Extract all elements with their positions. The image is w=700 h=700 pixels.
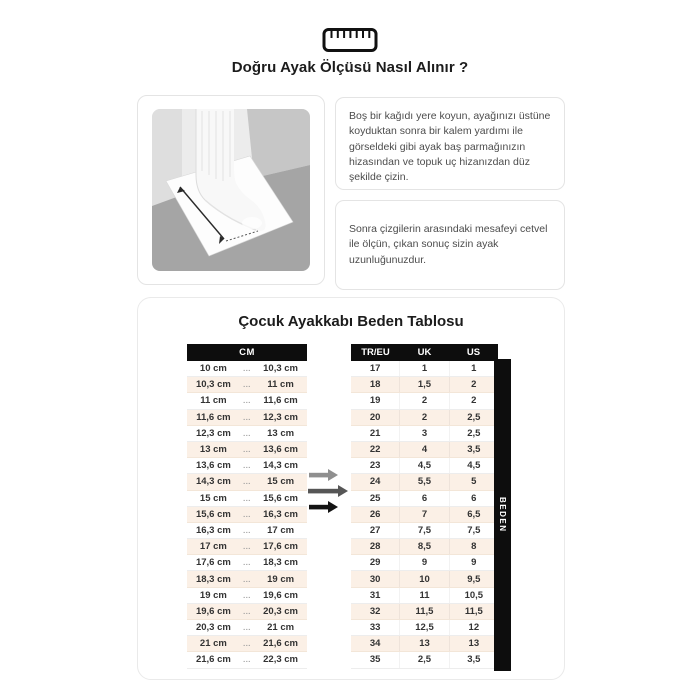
- cm-from-value: 12,3 cm: [195, 427, 231, 439]
- cm-table-row: [187, 555, 307, 571]
- cm-from-value: 16,3 cm: [195, 524, 231, 536]
- cm-table-row: [187, 539, 307, 555]
- cm-from-value: 10,3 cm: [195, 379, 231, 391]
- cm-to-value: 10,3 cm: [263, 363, 299, 375]
- cm-from-value: 10 cm: [199, 363, 227, 375]
- tr-eu-value: 22: [369, 444, 381, 456]
- cm-to-value: 17 cm: [267, 524, 295, 536]
- size-table-row: [351, 410, 498, 426]
- beden-side-bar: [494, 359, 511, 671]
- tr-eu-value: 34: [369, 638, 381, 650]
- uk-value: 2,5: [399, 652, 448, 667]
- cm-from-value: 21 cm: [199, 638, 227, 650]
- size-table-row: [351, 442, 498, 458]
- range-separator: ...: [243, 477, 251, 487]
- instruction-text-1: Boş bir kağıdı yere koyun, ayağınızı üstüne koyduktan sonra bir kalem yardımı ile görseldeki gibi ayak baş parmağınızın hizasından ve topuk uç hizanızdan düz şekilde çizin.: [349, 110, 551, 184]
- cm-from-value: 13 cm: [199, 444, 227, 456]
- cm-table-header: [187, 344, 307, 361]
- ruler-icon: [322, 26, 378, 54]
- range-separator: ...: [243, 412, 251, 422]
- uk-value: 11,5: [399, 604, 448, 619]
- range-separator: ...: [243, 542, 251, 552]
- cm-from-value: 19 cm: [199, 589, 227, 601]
- range-separator: ...: [243, 445, 251, 455]
- cm-to-value: 13 cm: [267, 427, 295, 439]
- tr-eu-value: 28: [369, 541, 381, 553]
- beden-side-label: BEDEN: [498, 497, 507, 533]
- range-separator: ...: [243, 461, 251, 471]
- cm-table-row: [187, 377, 307, 393]
- range-separator: ...: [243, 655, 251, 665]
- cm-table-row: [187, 426, 307, 442]
- cm-table-row: [187, 474, 307, 490]
- cm-from-value: 11 cm: [200, 395, 227, 407]
- tr-eu-value: 31: [369, 589, 381, 601]
- cm-from-value: 14,3 cm: [195, 476, 231, 488]
- range-separator: ...: [243, 639, 251, 649]
- instruction-text-2: Sonra çizgilerin arasındaki mesafeyi cetvel ile ölçün, çıkan sonuç sizin ayak uzunluğunuzdur.: [349, 223, 548, 266]
- cm-to-value: 11,6 cm: [263, 395, 298, 407]
- tr-eu-value: 21: [369, 427, 381, 439]
- us-value: 3,5: [449, 652, 498, 667]
- cm-to-value: 22,3 cm: [263, 654, 299, 666]
- us-value: 7,5: [449, 523, 498, 538]
- tr-eu-value: 26: [369, 508, 381, 520]
- size-chart-title: Çocuk Ayakkabı Beden Tablosu: [238, 313, 464, 330]
- cm-from-value: 13,6 cm: [195, 460, 231, 472]
- range-separator: ...: [243, 574, 251, 584]
- size-table-row: [351, 571, 498, 587]
- us-value: 3,5: [449, 442, 498, 457]
- us-value: 12: [449, 620, 498, 635]
- uk-value: 8,5: [399, 539, 448, 554]
- us-value: 8: [449, 539, 498, 554]
- us-value: 2,5: [449, 410, 498, 425]
- uk-value: 4: [399, 442, 448, 457]
- us-value: 11,5: [449, 604, 498, 619]
- uk-value: 9: [399, 555, 448, 570]
- tr-eu-value: 27: [369, 524, 381, 536]
- size-table-row: [351, 620, 498, 636]
- cm-from-value: 19,6 cm: [195, 605, 231, 617]
- header-us: US: [466, 347, 481, 358]
- cm-to-value: 21,6 cm: [263, 638, 299, 650]
- size-table: [351, 344, 498, 669]
- foot-measurement-photo: [152, 109, 310, 271]
- cm-table-row: [187, 604, 307, 620]
- cm-from-value: 15,6 cm: [195, 508, 231, 520]
- cm-from-value: 17,6 cm: [195, 557, 231, 569]
- tr-eu-value: 18: [369, 379, 381, 391]
- size-table-row: [351, 507, 498, 523]
- tr-eu-value: 30: [369, 573, 381, 585]
- tr-eu-value: 20: [369, 411, 381, 423]
- tr-eu-value: 29: [369, 557, 381, 569]
- size-table-row: [351, 491, 498, 507]
- tr-eu-value: 32: [369, 605, 381, 617]
- cm-table-row: [187, 620, 307, 636]
- uk-value: 1: [399, 361, 448, 376]
- range-separator: ...: [243, 509, 251, 519]
- uk-value: 5,5: [399, 474, 448, 489]
- cm-table-row: [187, 442, 307, 458]
- range-separator: ...: [243, 590, 251, 600]
- cm-table-row: [187, 491, 307, 507]
- tr-eu-value: 19: [369, 395, 381, 407]
- cm-to-value: 19,6 cm: [263, 589, 299, 601]
- size-table-row: [351, 652, 498, 668]
- header-tr-eu: TR/EU: [361, 347, 390, 358]
- us-value: 10,5: [449, 588, 498, 603]
- page-title: Doğru Ayak Ölçüsü Nasıl Alınır ?: [231, 59, 469, 76]
- us-value: 9: [449, 555, 498, 570]
- size-table-row: [351, 636, 498, 652]
- us-value: 4,5: [449, 458, 498, 473]
- size-table-row: [351, 523, 498, 539]
- cm-from-value: 11,6 cm: [196, 411, 231, 423]
- range-separator: ...: [243, 525, 251, 535]
- us-value: 5: [449, 474, 498, 489]
- size-table-row: [351, 458, 498, 474]
- cm-from-value: 20,3 cm: [195, 622, 231, 634]
- cm-to-value: 12,3 cm: [263, 411, 299, 423]
- range-separator: ...: [243, 606, 251, 616]
- cm-table-row: [187, 652, 307, 668]
- cm-table-row: [187, 361, 307, 377]
- cm-from-value: 18,3 cm: [195, 573, 231, 585]
- tr-eu-value: 35: [369, 654, 381, 666]
- uk-value: 10: [399, 571, 448, 586]
- size-table-row: [351, 604, 498, 620]
- size-table-row: [351, 539, 498, 555]
- size-chart-card: [137, 297, 565, 680]
- us-value: 2,5: [449, 426, 498, 441]
- cm-from-value: 17 cm: [199, 541, 227, 553]
- cm-table: [187, 344, 307, 669]
- cm-from-value: 21,6 cm: [195, 654, 231, 666]
- uk-value: 6: [399, 491, 448, 506]
- conversion-arrows-icon: [306, 468, 352, 514]
- range-separator: ...: [243, 380, 251, 390]
- uk-value: 4,5: [399, 458, 448, 473]
- size-table-header: [351, 344, 498, 361]
- us-value: 2: [449, 377, 498, 392]
- cm-table-row: [187, 588, 307, 604]
- range-separator: ...: [243, 396, 251, 406]
- cm-table-row: [187, 636, 307, 652]
- size-table-row: [351, 426, 498, 442]
- instruction-box-2: [335, 200, 565, 290]
- measurement-photo-box: [137, 95, 325, 285]
- range-separator: ...: [243, 558, 251, 568]
- range-separator: ...: [243, 428, 251, 438]
- us-value: 6: [449, 491, 498, 506]
- cm-to-value: 15,6 cm: [263, 492, 299, 504]
- cm-table-row: [187, 571, 307, 587]
- us-value: 13: [449, 636, 498, 651]
- us-value: 9,5: [449, 571, 498, 586]
- us-value: 2: [449, 393, 498, 408]
- cm-to-value: 18,3 cm: [263, 557, 299, 569]
- cm-table-row: [187, 523, 307, 539]
- size-table-row: [351, 588, 498, 604]
- cm-to-value: 11 cm: [267, 379, 294, 391]
- cm-header-label: CM: [239, 347, 255, 358]
- tr-eu-value: 33: [369, 622, 381, 634]
- us-value: 1: [449, 361, 498, 376]
- range-separator: ...: [243, 364, 251, 374]
- uk-value: 7,5: [399, 523, 448, 538]
- uk-value: 3: [399, 426, 448, 441]
- cm-table-row: [187, 507, 307, 523]
- size-table-row: [351, 555, 498, 571]
- range-separator: ...: [243, 493, 251, 503]
- uk-value: 7: [399, 507, 448, 522]
- size-table-row: [351, 474, 498, 490]
- cm-table-row: [187, 393, 307, 409]
- cm-to-value: 16,3 cm: [263, 508, 299, 520]
- size-table-row: [351, 393, 498, 409]
- cm-table-row: [187, 410, 307, 426]
- tr-eu-value: 23: [369, 460, 381, 472]
- tr-eu-value: 25: [369, 492, 381, 504]
- size-table-row: [351, 377, 498, 393]
- size-table-row: [351, 361, 498, 377]
- instruction-box-1: [335, 97, 565, 190]
- cm-to-value: 17,6 cm: [263, 541, 299, 553]
- cm-to-value: 20,3 cm: [263, 605, 299, 617]
- uk-value: 11: [399, 588, 448, 603]
- cm-to-value: 19 cm: [267, 573, 295, 585]
- cm-table-row: [187, 458, 307, 474]
- tr-eu-value: 17: [369, 363, 381, 375]
- cm-to-value: 14,3 cm: [263, 460, 299, 472]
- uk-value: 1,5: [399, 377, 448, 392]
- uk-value: 12,5: [399, 620, 448, 635]
- uk-value: 2: [399, 393, 448, 408]
- uk-value: 13: [399, 636, 448, 651]
- range-separator: ...: [243, 623, 251, 633]
- cm-to-value: 15 cm: [267, 476, 295, 488]
- cm-to-value: 13,6 cm: [263, 444, 299, 456]
- us-value: 6,5: [449, 507, 498, 522]
- uk-value: 2: [399, 410, 448, 425]
- header-uk: UK: [417, 347, 432, 358]
- cm-to-value: 21 cm: [267, 622, 295, 634]
- tr-eu-value: 24: [369, 476, 381, 488]
- cm-from-value: 15 cm: [199, 492, 227, 504]
